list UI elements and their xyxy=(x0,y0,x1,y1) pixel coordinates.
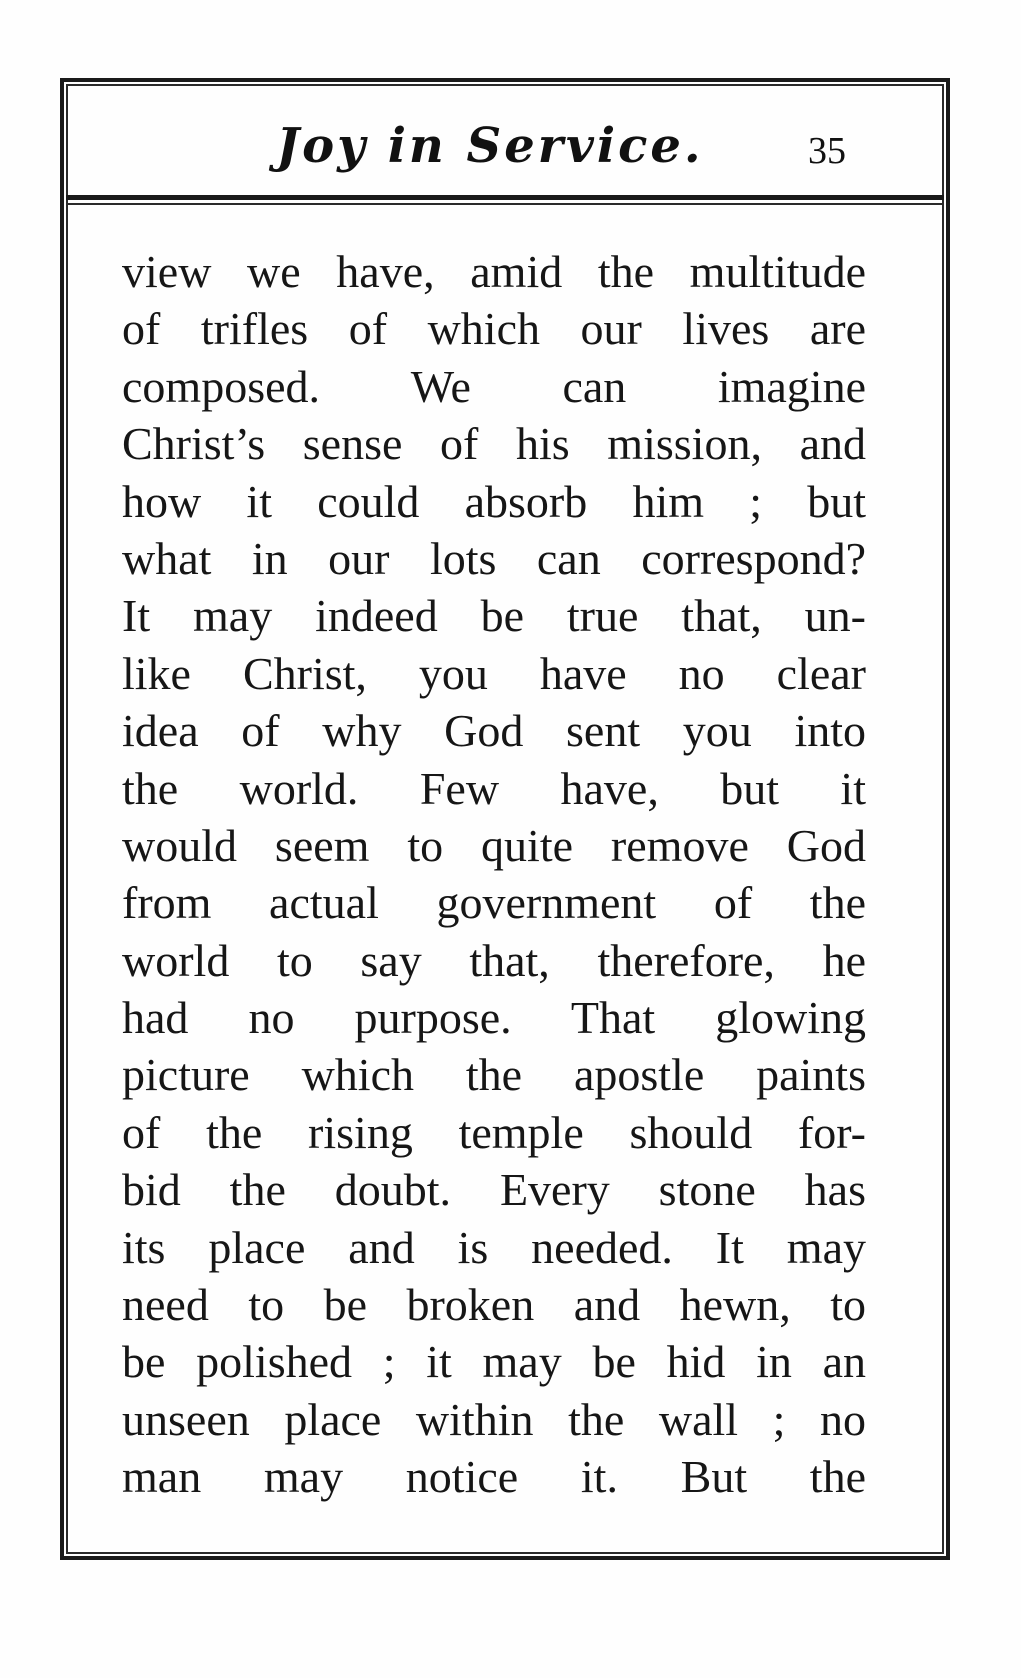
header-rule xyxy=(66,203,944,205)
text-line: idea of why God sent you into xyxy=(122,705,866,757)
page-number: 35 xyxy=(808,130,846,172)
text-line: what in our lots can correspond? xyxy=(122,532,866,584)
text-line: Christ’s sense of his mission, and xyxy=(122,418,866,470)
text-line: need to be broken and hewn, to xyxy=(122,1279,866,1331)
text-line: would seem to quite remove God xyxy=(122,819,866,871)
running-title: Joy in Service. xyxy=(276,118,704,174)
text-line: of trifles of which our lives are xyxy=(122,303,866,355)
body-text xyxy=(122,243,866,1506)
text-line: from actual government of the xyxy=(122,877,866,929)
text-line: the world. Few have, but it xyxy=(122,762,866,814)
text-line: of the rising temple should for- xyxy=(122,1106,866,1158)
text-line: picture which the apostle paints xyxy=(122,1049,866,1101)
text-line: world to say that, therefore, he xyxy=(122,934,866,986)
text-line: like Christ, you have no clear xyxy=(122,647,866,699)
text-line: had no purpose. That glowing xyxy=(122,992,866,1044)
text-line: how it could absorb him ; but xyxy=(122,475,866,527)
text-line: It may indeed be true that, un- xyxy=(122,590,866,642)
text-line: view we have, amid the multitude xyxy=(122,246,866,297)
text-line: its place and is needed. It may xyxy=(122,1221,866,1273)
text-line: be polished ; it may be hid in an xyxy=(122,1336,866,1388)
text-line: man may notice it. But the xyxy=(122,1451,866,1503)
text-line: composed. We can imagine xyxy=(122,360,866,412)
text-line: unseen place within the wall ; no xyxy=(122,1393,866,1445)
text-line: bid the doubt. Every stone has xyxy=(122,1164,866,1216)
